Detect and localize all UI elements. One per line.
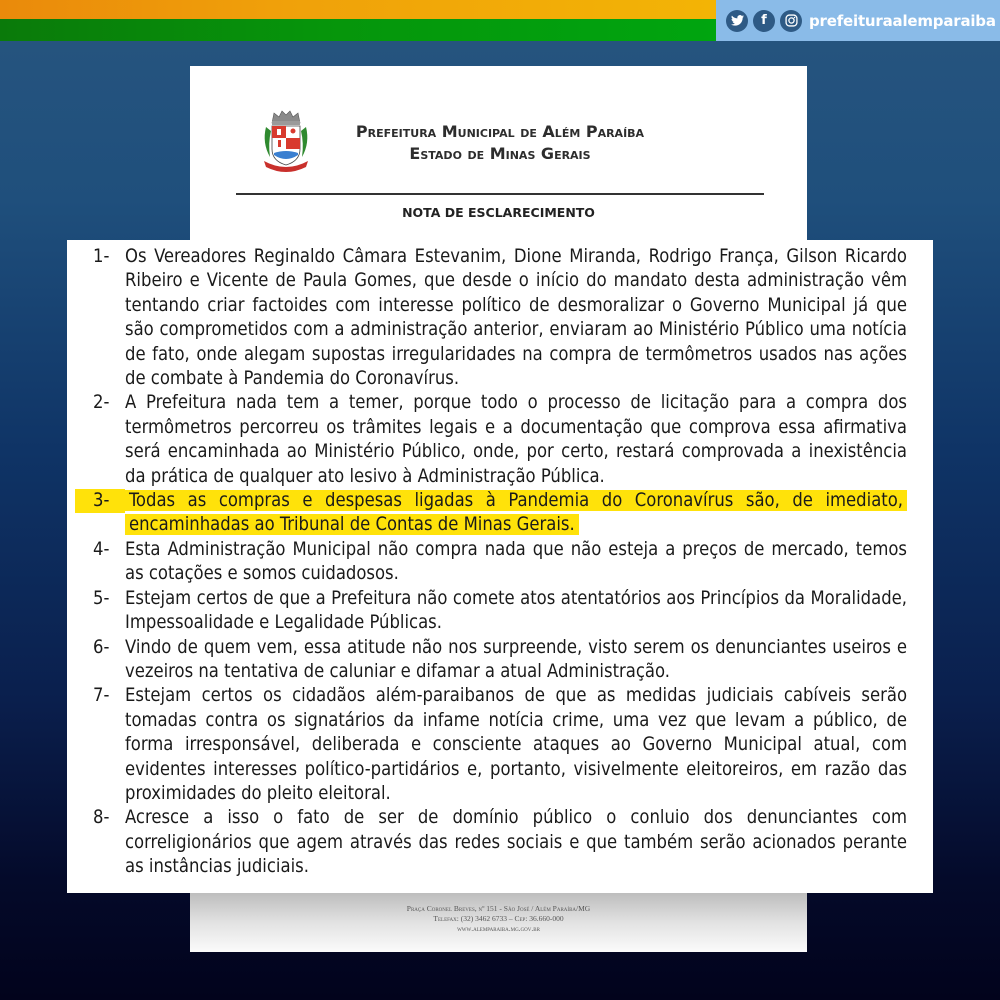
- header-line-2: Estado de Minas Gerais: [409, 144, 591, 163]
- footer-phone: Telefax: (32) 3462 6733 – Cep: 36.660-000: [433, 914, 564, 923]
- statement-item-7: [93, 684, 907, 806]
- footer-website: www.alemparaiba.mg.gov.br: [457, 924, 540, 933]
- item-number: 3-: [75, 489, 125, 513]
- twitter-icon[interactable]: [726, 10, 748, 32]
- item-text: Vindo de quem vem, essa atitude não nos surpreende, visto serem os denunciantes useiros e vezeiros na tentativa de caluniar e difamar a atual Administração.: [125, 636, 907, 682]
- footer-address: Praça Coronel Breves, nº 151 - São José / Além Paraíba/MG: [406, 904, 591, 913]
- item-number: 8-: [93, 807, 110, 829]
- item-text: A Prefeitura nada tem a temer, porque todo o processo de licitação para a compra dos termômetros percorreu os trâmites legais e a documentação que comprova essa afirmativa será encaminhada ao Ministério Público, onde, por certo, restará comprovada a inexistência da prática de qualquer ato lesivo à Administração Pública.: [125, 392, 907, 487]
- green-stripe: [0, 19, 716, 41]
- facebook-icon[interactable]: f: [753, 10, 775, 32]
- social-handle[interactable]: prefeituraalemparaiba: [809, 11, 996, 30]
- item-number: 4-: [93, 538, 110, 560]
- statement-item-2: [93, 391, 907, 489]
- orange-stripe: [0, 0, 716, 19]
- item-number: 2-: [93, 392, 110, 414]
- statement-item-5: [93, 587, 907, 636]
- document-title: NOTA DE ESCLARECIMENTO: [402, 205, 595, 220]
- social-bar: [716, 0, 1000, 41]
- highlighted-text: Todas as compras e despesas ligadas à Pandemia do Coronavírus são, de imediato, encaminhadas ao Tribunal de Contas de Minas Gerais.: [125, 490, 907, 535]
- item-text: Estejam certos de que a Prefeitura não comete atos atentatórios aos Princípios da Moralidade, Impessoalidade e Legalidade Públicas.: [125, 587, 907, 634]
- item-number: 1-: [93, 246, 110, 267]
- statement-item-8: [93, 806, 907, 879]
- item-text: Acresce a isso o fato de ser de domínio público o conluio dos denunciantes com correligionários que agem através das redes sociais e que também serão acionados perante as instâncias judiciais.: [125, 807, 907, 878]
- item-text-wrapper: [125, 489, 907, 538]
- item-text: Esta Administração Municipal não compra nada que não esteja a preços de mercado, temos as cotações e somos cuidadosos.: [125, 538, 907, 585]
- header-divider: [236, 193, 764, 195]
- item-text: Estejam certos os cidadãos além-paraibanos de que as medidas judiciais cabíveis serão tomadas contra os signatários da infame notícia crime, uma vez que levam a público, de forma irresponsável, deliberada e consciente ataques ao Governo Municipal atual, com evidentes interesses político-partidários e, portanto, visivelmente eleitoreiros, em razão das proximidades do pleito eleitoral.: [125, 685, 907, 804]
- statement-item-3-highlighted: [93, 489, 907, 538]
- header-line-1: Prefeitura Municipal de Além Paraíba: [355, 122, 645, 141]
- instagram-icon[interactable]: [780, 10, 802, 32]
- item-number: 6-: [93, 636, 110, 658]
- statement-item-4: [93, 538, 907, 587]
- item-number: 7-: [93, 685, 110, 707]
- statement-panel: [67, 240, 933, 893]
- document-header: [320, 121, 680, 165]
- item-number: 5-: [93, 587, 110, 609]
- document-footer: [190, 893, 807, 952]
- coat-of-arms-icon: [262, 109, 310, 175]
- item-text: Os Vereadores Reginaldo Câmara Estevanim, Dione Miranda, Rodrigo França, Gilson Ricardo Ribeiro e Vicente de Paula Gomes, que desde o início do mandato desta administração vêm tentando criar factoides com interesse político de desmoralizar o Governo Municipal já que são comprometidos com a administração anterior, enviaram ao Ministério Público uma notícia de fato, onde alegam supostas irregularidades na compra de termômetros usados nas ações de combate à Pandemia do Coronavírus.: [125, 246, 907, 390]
- statement-item-1: [93, 245, 907, 391]
- statement-item-6: [93, 636, 907, 685]
